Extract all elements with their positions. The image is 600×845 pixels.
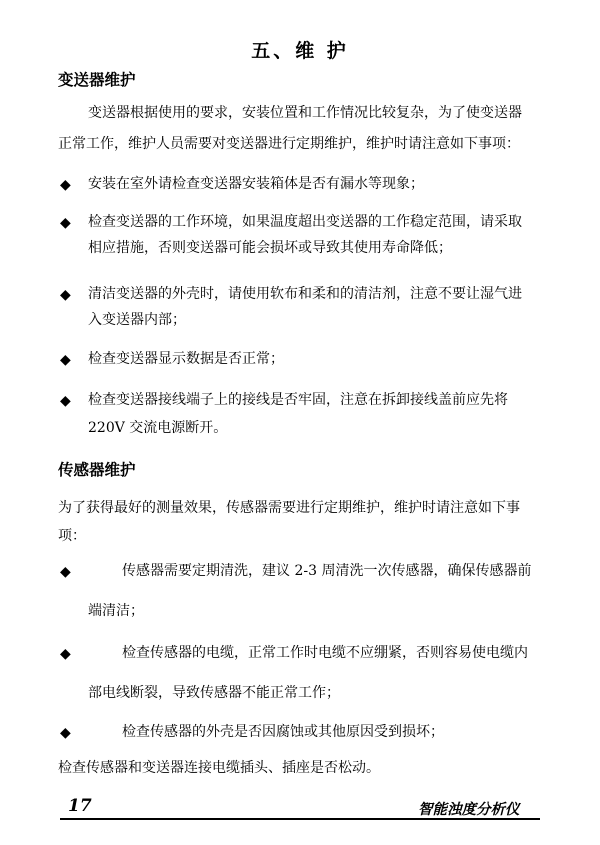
transmitter-item-3-line2: 入变送器内部； [88, 312, 186, 328]
bullet-diamond-icon: ◆ [60, 352, 71, 368]
footer-divider [60, 818, 540, 820]
sensor-item-1-line2: 端清洁； [88, 603, 144, 619]
sensor-item-2-line2: 部电线断裂，导致传感器不能正常工作； [88, 685, 340, 701]
sensor-item-3: 检查传感器的外壳是否因腐蚀或其他原因受到损坏； [122, 724, 444, 740]
product-name: 智能浊度分析仪 [418, 802, 520, 818]
transmitter-item-5-line2: 220V 交流电源断开。 [88, 420, 228, 436]
bullet-diamond-icon: ◆ [60, 646, 71, 662]
transmitter-item-4: 检查变送器显示数据是否正常； [88, 351, 284, 367]
transmitter-item-3-line1: 清洁变送器的外壳时，请使用软布和柔和的清洁剂，注意不要让湿气进 [88, 286, 522, 302]
sensor-intro-line1: 为了获得最好的测量效果，传感器需要进行定期维护，维护时请注意如下事 [58, 500, 520, 516]
bullet-diamond-icon: ◆ [60, 564, 71, 580]
sensor-intro-line2: 项： [58, 528, 86, 544]
transmitter-item-5-line1: 检查变送器接线端子上的接线是否牢固，注意在拆卸接线盖前应先将 [88, 392, 508, 408]
sensor-heading: 传感器维护 [58, 461, 136, 479]
bullet-diamond-icon: ◆ [60, 177, 71, 193]
sensor-item-2-line1: 检查传感器的电缆，正常工作时电缆不应绷紧，否则容易使电缆内 [122, 645, 528, 661]
transmitter-heading: 变送器维护 [58, 71, 136, 89]
page-title: 五、维 护 [251, 40, 349, 62]
transmitter-intro-line1: 变送器根据使用的要求，安装位置和工作情况比较复杂，为了使变送器 [88, 105, 522, 121]
page-number: 17 [68, 796, 92, 816]
transmitter-intro-line2: 正常工作，维护人员需要对变送器进行定期维护，维护时请注意如下事项： [58, 136, 520, 152]
bullet-diamond-icon: ◆ [60, 287, 71, 303]
transmitter-item-2-line1: 检查变送器的工作环境，如果温度超出变送器的工作稳定范围，请采取 [88, 214, 522, 230]
bullet-diamond-icon: ◆ [60, 215, 71, 231]
bullet-diamond-icon: ◆ [60, 725, 71, 741]
sensor-item-1-line1: 传感器需要定期清洗，建议 2-3 周清洗一次传感器，确保传感器前 [122, 563, 532, 579]
transmitter-item-1: 安装在室外请检查变送器安装箱体是否有漏水等现象； [88, 176, 424, 192]
transmitter-item-2-line2: 相应措施，否则变送器可能会损坏或导致其使用寿命降低； [88, 240, 452, 256]
sensor-closing-line: 检查传感器和变送器连接电缆插头、插座是否松动。 [58, 760, 380, 776]
bullet-diamond-icon: ◆ [60, 393, 71, 409]
